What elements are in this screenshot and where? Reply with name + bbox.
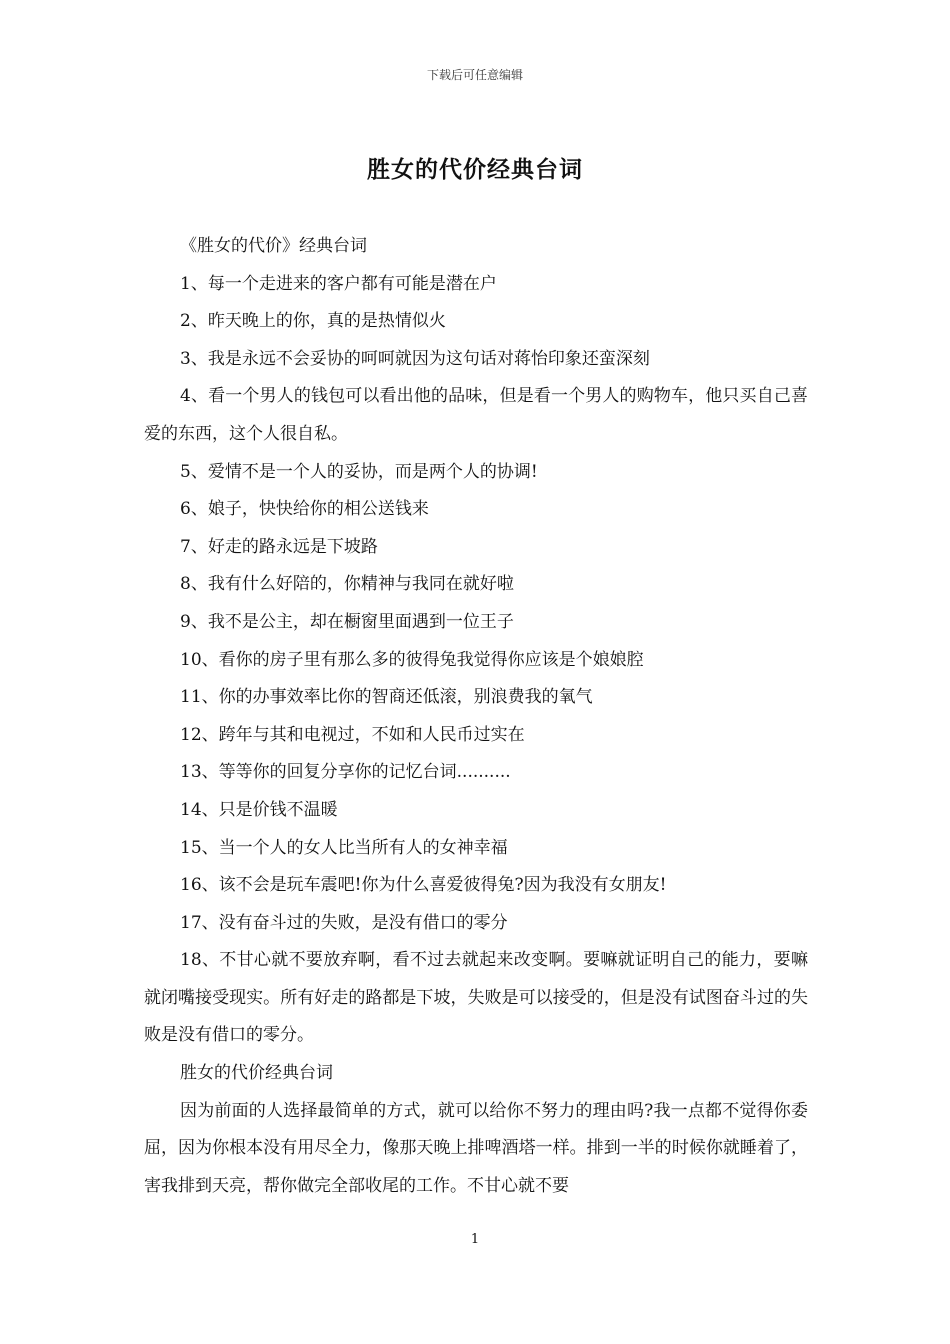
paragraph: 2、昨天晚上的你，真的是热情似火 — [180, 311, 446, 332]
paragraph: 1、每一个走进来的客户都有可能是潜在户 — [180, 273, 497, 294]
document-title: 胜女的代价经典台词 — [367, 156, 583, 183]
paragraph: 因为前面的人选择最简单的方式，就可以给你不努力的理由吗?我一点都不觉得你委屈，因为你根本没有用尽全力，像那天晚上排啤酒塔一样。排到一半的时候你就睡着了，害我排到天亮，帮你做完全部收尾的工作。不甘心就不要 — [144, 1100, 808, 1196]
paragraph: 5、爱情不是一个人的妥协，而是两个人的协调! — [180, 461, 538, 482]
page-number: 1 — [470, 1232, 480, 1247]
paragraph: 11、你的办事效率比你的智商还低滚，别浪费我的氧气 — [180, 687, 593, 708]
paragraph: 15、当一个人的女人比当所有人的女神幸福 — [180, 837, 508, 858]
paragraph: 13、等等你的回复分享你的记忆台词.......... — [180, 762, 511, 783]
paragraph: 8、我有什么好陪的，你精神与我同在就好啦 — [180, 574, 514, 595]
paragraph: 《胜女的代价》经典台词 — [180, 236, 367, 256]
paragraph: 7、好走的路永远是下坡路 — [180, 536, 378, 557]
paragraph: 16、该不会是玩车震吧!你为什么喜爱彼得兔?因为我没有女朋友! — [180, 875, 667, 896]
document-body — [144, 228, 808, 1205]
paragraph: 6、娘子，快快给你的相公送钱来 — [180, 499, 429, 520]
paragraph: 4、看一个男人的钱包可以看出他的品味，但是看一个男人的购物车，他只买自己喜爱的东西，这个人很自私。 — [144, 386, 808, 444]
paragraph: 3、我是永远不会妥协的呵呵就因为这句话对蒋怡印象还蛮深刻 — [180, 348, 650, 369]
paragraph: 14、只是价钱不温暖 — [180, 799, 338, 820]
header-note: 下载后可任意编辑 — [426, 68, 523, 82]
paragraph: 18、不甘心就不要放弃啊，看不过去就起来改变啊。要嘛就证明自己的能力，要嘛就闭嘴接受现实。所有好走的路都是下坡，失败是可以接受的，但是没有试图奋斗过的失败是没有借口的零分。 — [144, 950, 808, 1046]
paragraph: 9、我不是公主，却在橱窗里面遇到一位王子 — [180, 611, 514, 632]
paragraph: 17、没有奋斗过的失败，是没有借口的零分 — [180, 912, 508, 933]
paragraph: 胜女的代价经典台词 — [180, 1063, 333, 1084]
paragraph: 12、跨年与其和电视过，不如和人民币过实在 — [180, 724, 525, 745]
paragraph: 10、看你的房子里有那么多的彼得兔我觉得你应该是个娘娘腔 — [180, 649, 644, 670]
